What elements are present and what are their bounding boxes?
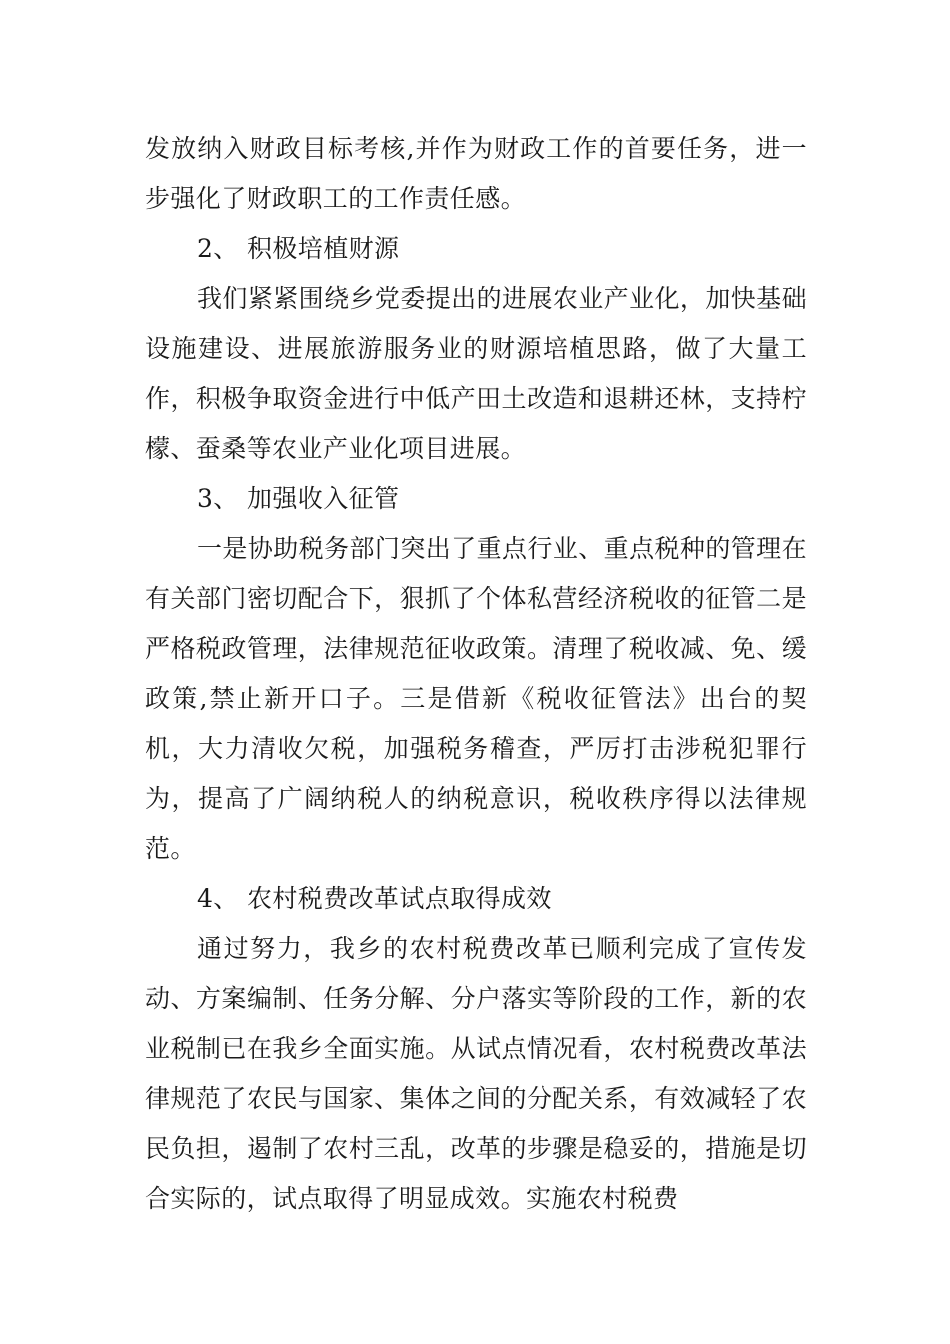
section-title: 农村税费改革试点取得成效 [247,884,552,913]
section-number: 4、 [197,884,239,913]
section-heading-3 [145,474,807,524]
section-heading-2 [145,224,807,274]
section-title: 加强收入征管 [247,484,400,513]
section-number: 2、 [197,234,239,263]
section-title: 积极培植财源 [247,234,400,263]
paragraph-4: 通过努力，我乡的农村税费改革已顺利完成了宣传发动、方案编制、任务分解、分户落实等阶段的工作，新的农业税制已在我乡全面实施。从试点情况看，农村税费改革法律规范了农民与国家、集体之间的分配关系，有效减轻了农民负担，遏制了农村三乱，改革的步骤是稳妥的，措施是切合实际的，试点取得了明显成效。实施农村税费 [145,934,807,1213]
paragraph-3: 一是协助税务部门突出了重点行业、重点税种的管理在有关部门密切配合下，狠抓了个体私营经济税收的征管二是严格税政管理，法律规范征收政策。清理了税收减、免、缓政策,禁止新开口子。三是借新《税收征管法》出台的契机，大力清收欠税，加强税务稽查，严厉打击涉税犯罪行为，提高了广阔纳税人的纳税意识，税收秩序得以法律规范。 [145,534,807,863]
section-heading-4 [145,874,807,924]
document-body [145,124,807,1224]
section-number: 3、 [197,484,239,513]
paragraph-1: 发放纳入财政目标考核,并作为财政工作的首要任务，进一步强化了财政职工的工作责任感。 [145,134,807,213]
paragraph-2: 我们紧紧围绕乡党委提出的进展农业产业化，加快基础设施建设、进展旅游服务业的财源培植思路，做了大量工作，积极争取资金进行中低产田土改造和退耕还林，支持柠檬、蚕桑等农业产业化项目进展。 [145,284,807,463]
